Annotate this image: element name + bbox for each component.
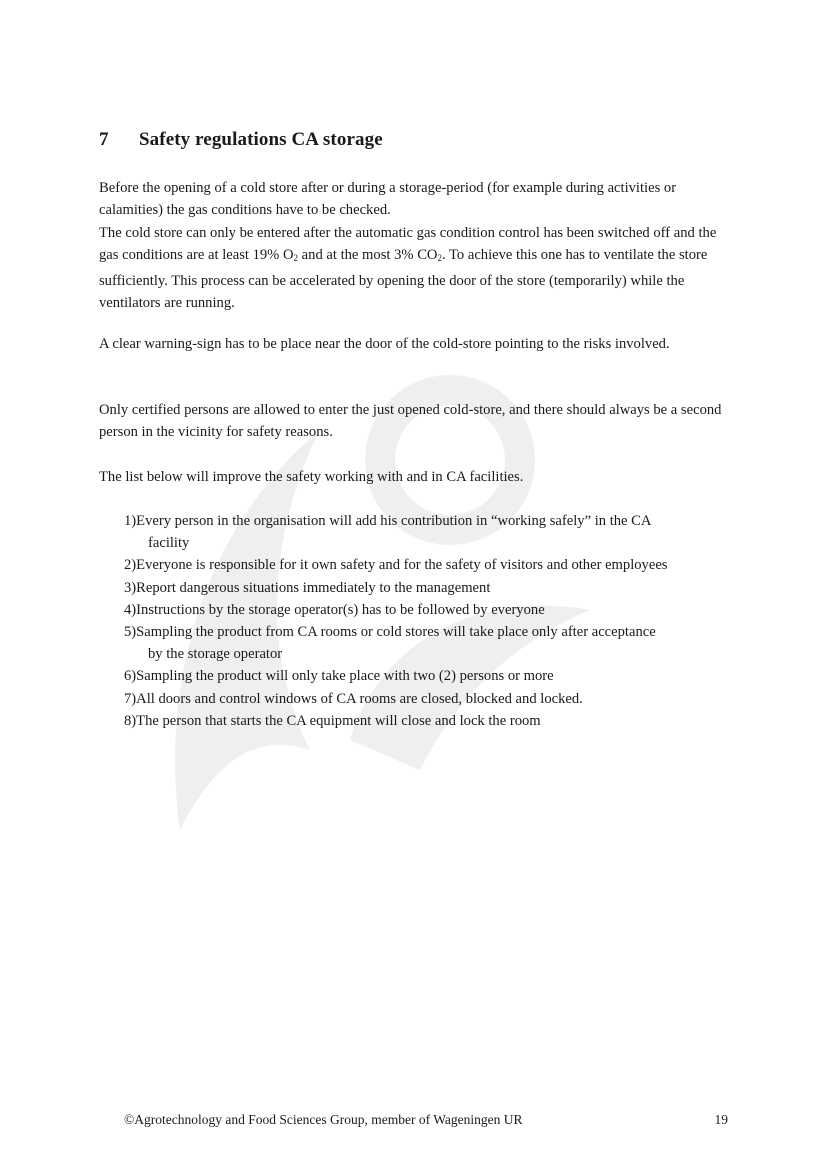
list-item-number: 5) (124, 624, 137, 641)
page-number: 19 (714, 1112, 728, 1127)
list-item-text: Sampling the product from CA rooms or cold stores will take place only after acceptance (136, 624, 656, 641)
list-item-text: All doors and control windows of CA rooms are closed, blocked and locked. (136, 690, 583, 707)
list-item-continuation: facility (148, 535, 190, 552)
paragraph-text: Before the opening of a cold store after or during a storage-period (for example during activities or calamities) the gas conditions have to be checked. (99, 180, 677, 219)
paragraph-text: . To achieve this one has to ventilate the store sufficiently. This process can be accelerated by opening the door of the store (temporarily) while the ventilators are running. (99, 247, 708, 312)
list-item-text: Sampling the product will only take place with two (2) persons or more (136, 668, 554, 685)
list-item-number: 8) (124, 712, 137, 729)
paragraph-text: The cold store can only be entered after the automatic gas condition control has been switched off and the gas conditions are at least 19% O (99, 224, 717, 264)
subscript: 2 (293, 253, 299, 264)
list-item-continuation: by the storage operator (148, 646, 283, 663)
list-item-number: 4) (124, 601, 137, 618)
list-item (124, 710, 734, 732)
section-heading (99, 129, 383, 151)
paragraph-list-intro: The list below will improve the safety working with and in CA facilities. (99, 469, 524, 485)
list-item (124, 554, 734, 576)
list-item-number: 2) (124, 557, 137, 574)
paragraph-text: and at the most 3% CO (298, 247, 438, 264)
list-item (124, 688, 734, 710)
list-item-text: Instructions by the storage operator(s) has to be followed by everyone (136, 601, 545, 618)
section-number: 7 (99, 129, 109, 150)
subscript: 2 (437, 253, 442, 264)
paragraph-gas-conditions (99, 177, 729, 314)
section-title: Safety regulations CA storage (139, 129, 383, 150)
paragraph-certified-persons: Only certified persons are allowed to enter the just opened cold-store, and there should always be a second person in the vicinity for safety reasons. (99, 402, 722, 441)
list-item-number: 3) (124, 579, 137, 596)
list-item-text: Report dangerous situations immediately to the management (136, 579, 491, 596)
list-item (124, 510, 734, 554)
list-item-text: The person that starts the CA equipment will close and lock the room (136, 712, 541, 729)
footer-copyright: ©Agrotechnology and Food Sciences Group, member of Wageningen UR (124, 1112, 523, 1127)
list-item-number: 1) (124, 513, 137, 529)
list-item (124, 665, 734, 687)
list-item-number: 6) (124, 668, 137, 685)
list-item (124, 621, 734, 665)
safety-rules-list (124, 510, 734, 732)
list-item-text: Every person in the organisation will add his contribution in “working safely” in the CA (136, 513, 652, 529)
list-item (124, 599, 734, 621)
list-item-number: 7) (124, 690, 137, 707)
list-item-text: Everyone is responsible for it own safety and for the safety of visitors and other employees (136, 557, 668, 574)
list-item (124, 577, 734, 599)
paragraph-warning-sign: A clear warning-sign has to be place near the door of the cold-store pointing to the risks involved. (99, 336, 670, 352)
